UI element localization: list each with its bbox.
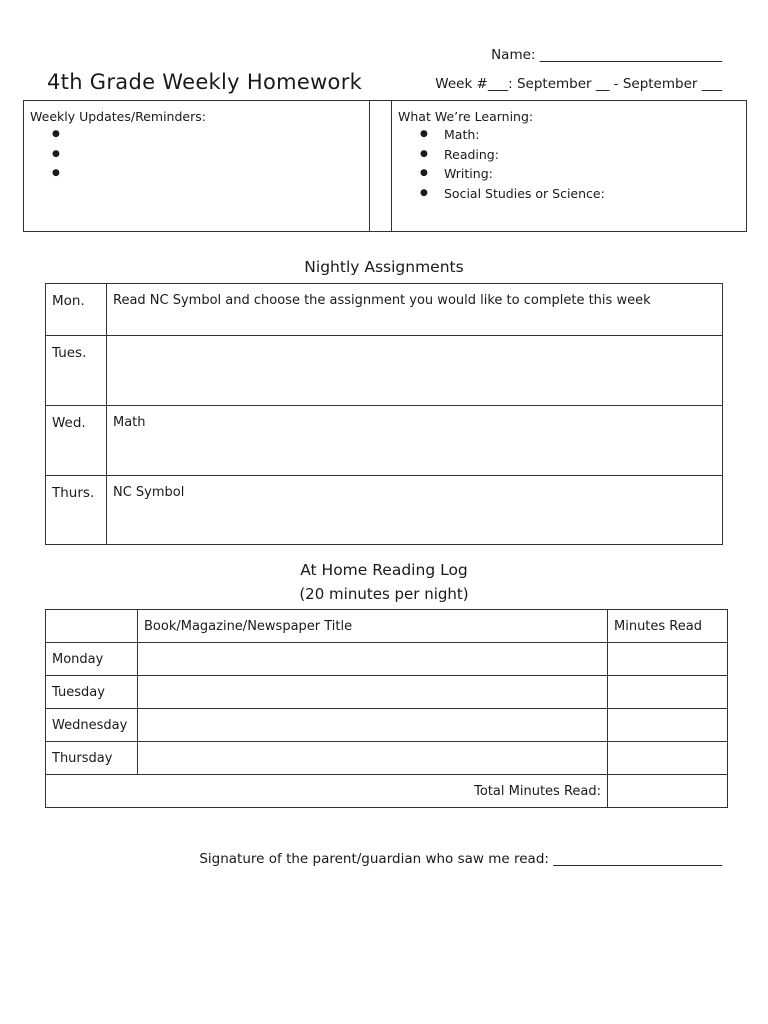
learning-heading: What We’re Learning: (398, 109, 534, 124)
page-title: 4th Grade Weekly Homework (47, 70, 363, 94)
title-entry-cell[interactable] (138, 676, 608, 709)
updates-item (52, 145, 363, 165)
title-entry-cell[interactable] (138, 742, 608, 775)
day-cell: Monday (46, 643, 138, 676)
task-cell (107, 336, 723, 406)
learning-item-reading: ● Reading: (420, 145, 740, 165)
day-cell: Wed. (46, 406, 107, 476)
learning-item-writing: ● Writing: (420, 164, 740, 184)
reading-log-table (45, 609, 728, 808)
name-line: Name: ___________________________ (491, 47, 722, 63)
nightly-assignments-title: Nightly Assignments (304, 258, 464, 276)
reading-log-subtitle: (20 minutes per night) (299, 585, 469, 603)
table-row (46, 709, 728, 742)
table-row (46, 336, 723, 406)
total-minutes-label: Total Minutes Read: (46, 775, 608, 808)
task-cell: Math (107, 406, 723, 476)
learning-item-math: ● Math: (420, 125, 740, 145)
reading-log-title: At Home Reading Log (300, 561, 468, 579)
total-minutes-entry-cell[interactable] (608, 775, 728, 808)
minutes-entry-cell[interactable] (608, 742, 728, 775)
updates-item (52, 164, 363, 184)
header-cell: Minutes Read (608, 610, 728, 643)
table-header-row (46, 610, 728, 643)
updates-heading: Weekly Updates/Reminders: (30, 109, 206, 124)
day-cell: Tuesday (46, 676, 138, 709)
minutes-entry-cell[interactable] (608, 676, 728, 709)
table-row (46, 742, 728, 775)
table-row (46, 406, 723, 476)
table-row (46, 476, 723, 545)
learning-list (398, 125, 740, 203)
panel-divider (370, 101, 392, 231)
task-cell: NC Symbol (107, 476, 723, 545)
task-cell: Read NC Symbol and choose the assignment you would like to complete this week (107, 284, 723, 336)
day-cell: Tues. (46, 336, 107, 406)
parent-signature-line: Signature of the parent/guardian who saw me read: _________________________ (199, 851, 722, 867)
week-line: Week #___: September __ - September ___ (435, 76, 722, 92)
header-cell (46, 610, 138, 643)
updates-list (30, 125, 363, 184)
updates-panel (24, 101, 370, 231)
info-box (23, 100, 747, 232)
updates-item (52, 125, 363, 145)
nightly-assignments-table (45, 283, 723, 545)
day-cell: Thurs. (46, 476, 107, 545)
minutes-entry-cell[interactable] (608, 643, 728, 676)
day-cell: Mon. (46, 284, 107, 336)
table-row (46, 676, 728, 709)
day-cell: Thursday (46, 742, 138, 775)
minutes-entry-cell[interactable] (608, 709, 728, 742)
learning-item-social-studies: ● Social Studies or Science: (420, 184, 740, 204)
day-cell: Wednesday (46, 709, 138, 742)
total-row (46, 775, 728, 808)
title-entry-cell[interactable] (138, 643, 608, 676)
title-entry-cell[interactable] (138, 709, 608, 742)
table-row (46, 643, 728, 676)
header-cell: Book/Magazine/Newspaper Title (138, 610, 608, 643)
table-row (46, 284, 723, 336)
learning-panel (392, 101, 746, 231)
